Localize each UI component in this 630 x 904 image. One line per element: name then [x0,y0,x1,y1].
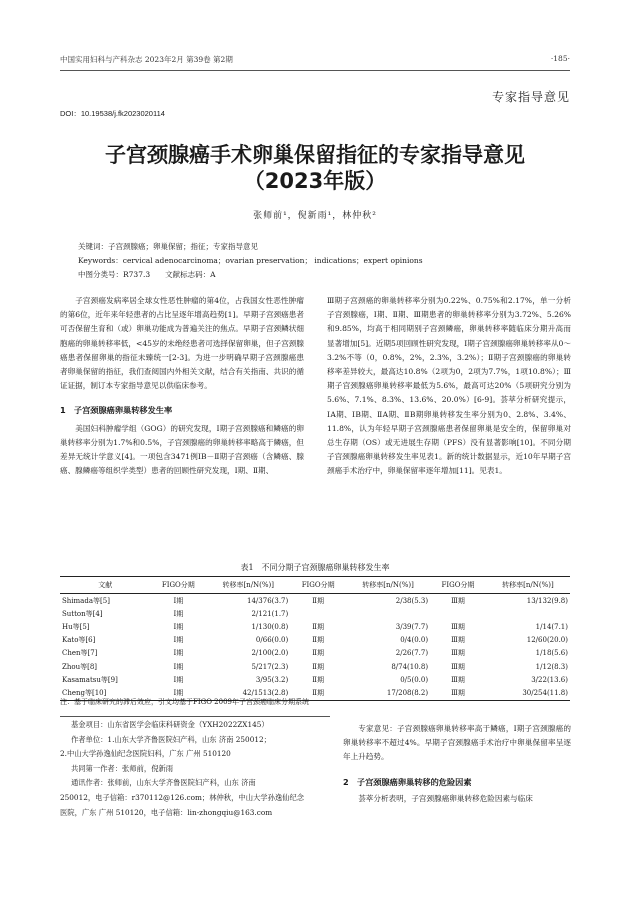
table-row [60,594,570,608]
table-cell: 30/254(11.8) [486,686,570,700]
footnotes [60,718,328,820]
table-cell: 14/376(3.7) [247,596,289,605]
table-cell: Ⅲ期 [451,649,465,658]
table-cell: 2/121(1.7) [251,609,289,618]
table-header-row [60,577,570,594]
table-cell: Ⅱ期 [312,675,325,684]
authors: 张师前¹，倪新雨¹，林仲秋² [253,211,377,221]
table-cell: Chen等[7] [62,649,98,658]
table-cell [346,607,430,620]
table-cell: Zhou等[8] [62,662,98,671]
keywords-cn: 关键词：子宫颈腺癌；卵巢保留；指征；专家指导意见 [78,242,258,251]
section-heading-1: 1 子宫颈腺癌卵巢转移发生率 [60,405,173,416]
table-cell: 1/130(0.8) [251,622,289,631]
left-column [60,294,304,478]
corr-1: 通讯作者：张师前，山东大学齐鲁医院妇产科，山东 济南 [70,778,256,788]
table-cell [486,607,570,620]
table-cell: Hu等[5] [62,622,90,631]
table-1 [60,576,570,701]
table-header-cell: FIGO分期 [290,577,346,594]
table-cell: Ⅰ期 [173,662,184,671]
footnote-rule [60,716,330,717]
table-cell: Ⅲ期 [451,662,465,671]
table-cell: Ⅲ期 [430,686,486,700]
table-cell: 1/12(8.3) [535,662,568,671]
table-cell: 5/217(2.3) [251,662,289,671]
corr-2: 250012，电子信箱：r370112@126.com；林仲秋，中山大学孙逸仙纪念 [60,792,305,802]
table-cell: 2/100(2.0) [251,649,289,658]
table-cell: 17/208(8.2) [346,686,430,700]
expert-opinion: 专家意见：子宫颈腺癌卵巢转移率高于鳞癌，Ⅰ期子宫颈腺癌的卵巢转移率不超过4%。早期子宫颈腺癌手术治疗中卵巢保留率呈逐年上升趋势。 [343,724,571,762]
table-cell: Ⅲ期 [451,675,465,684]
keywords-en: Keywords：cervical adenocarcinoma；ovarian preservation； indications；expert opinions [78,256,423,265]
table-row [60,620,570,633]
table-row [60,607,570,620]
table-cell: 2/38(5.3) [395,596,429,605]
table-cell: 13/132(9.8) [526,596,568,605]
first-author: 共同第一作者：张师前，倪新雨 [70,763,174,773]
table-header-cell: 文献 [60,577,150,594]
right-paragraph: Ⅲ期子宫颈癌的卵巢转移率分别为0.22%、0.75%和2.17%，单一分析子宫颈腺癌，Ⅰ期、Ⅱ期、Ⅲ期患者的卵巢转移率分别为3.72%、5.26%和9.85%，均高于相同期别子宫颈鳞癌，卵巢转移率随临床分期升高而显著增加[5]。近期5项回顾性研究发现，Ⅰ期子宫颈腺癌卵巢转移率从0～3.2%不等（0，0.8%，2%，2.3%，3.2%）；Ⅱ期子宫颈腺癌的卵巢转移率差异较大，最高达10.8%（2项为0，2项为7.7%，1项10.8%）；Ⅲ期子宫颈腺癌卵巢转移率最低为5.6%，最高可达20%（5项研究分别为5.6%、7.1%、8.3%、13.6%、20.0%）[6-9]。荟萃分析研究提示，ⅠA期、ⅠB期、ⅡA期、ⅡB期卵巢转移发生率分别为0、2.8%、3.4%、11.8%，认为年轻早期子宫颈腺癌患者保留卵巢是安全的，保留卵巢对总生存期（OS）或无进展生存期（PFS）没有显著影响[10]。不同分期子宫颈腺癌卵巢转移发生率见表1。新的统计数据显示，近10年早期子宫颈癌手术治疗中，卵巢保留率逐年增加[11]。见表1。 [327,296,571,476]
section2-paragraph: 荟萃分析表明，子宫颈腺癌卵巢转移危险因素与临床 [358,793,533,803]
section-tag: 专家指导意见 [491,90,570,104]
table-cell: 8/74(10.8) [391,662,429,671]
table-cell: 2/26(7.7) [395,649,429,658]
fund: 基金项目：山东省医学会临床科研资金（YXH2022ZX145） [70,720,269,729]
table-cell: 12/60(20.0) [526,636,568,645]
corr-3: 医院，广东 广州 510120，电子信箱：lin-zhongqiu@163.com [60,807,273,817]
table-cell: Ⅰ期 [173,636,184,645]
table-cell: Ⅰ期 [173,596,184,605]
table-cell: 3/39(7.7) [395,622,429,631]
journal-name: 中国实用妇科与产科杂志 2023年2月 第39卷 第2期 [60,55,233,64]
table-note: 注：基于临床研究的滞后效应，引文均基于FIGO 2009年子宫颈癌临床分期系统 [60,698,309,706]
intro-paragraph: 子宫颈癌发病率居全球女性恶性肿瘤的第4位，占我国女性恶性肿瘤的第6位，近年来年轻患者的占比呈逐年增高趋势[1]。早期子宫颈癌患者可否保留生育和（或）卵巢功能成为普遍关注的焦点。早期子宫颈鳞状细胞癌的卵巢转移率低，<45岁的未绝经患者可选择保留卵巢，但子宫颈腺癌患者保留卵巢的指征未臻统一[2-3]。为进一步明确早期子宫颈腺癌患者卵巢保留的指征，我们查阅国内外相关文献，结合有关指南、共识的循证证据，制订本专家指导意见以供临床参考。 [60,296,304,391]
table-cell: 1/18(5.6) [535,649,568,658]
table-row [60,673,570,686]
table-cell: Ⅲ期 [451,622,465,631]
table-header-cell: FIGO分期 [150,577,206,594]
running-header [60,54,570,68]
page-number: ·185· [550,54,570,63]
title-line-2: （2023年版） [243,169,387,193]
table-cell: Ⅲ期 [451,636,465,645]
table-cell: Ⅲ期 [451,596,465,605]
section1-paragraph: 美国妇科肿瘤学组（GOG）的研究发现，Ⅰ期子宫颈腺癌和鳞癌的卵巢转移率分别为1.7%和0.5%，子宫颈腺癌的卵巢转移率略高于鳞癌，但差异无统计学意义[4]。一项包含3471例ⅠB－Ⅱ期子宫颈癌（含鳞癌、腺癌、腺鳞癌等组织学类型）患者的回顾性研究发现，Ⅰ期、Ⅱ期、 [60,423,304,476]
table-cell: Kasamatsu等[9] [62,675,118,684]
table-row [60,660,570,673]
table-cell: Ⅱ期 [312,649,325,658]
unit-1: 作者单位：1.山东大学齐鲁医院妇产科，山东 济南 250012； [70,734,271,744]
table-row [60,647,570,660]
table-cell: Ⅰ期 [173,675,184,684]
table-cell: Ⅱ期 [312,622,325,631]
table-cell: Cheng等[10] [60,686,150,700]
table-cell: 3/95(3.2) [255,675,289,684]
table-header-cell: FIGO分期 [430,577,486,594]
table-cell: 0/66(0.0) [255,636,289,645]
table-cell: Ⅱ期 [312,662,325,671]
table-row [60,634,570,647]
table-cell: Sutton等[4] [62,609,103,618]
table-cell: Shimada等[5] [62,596,110,605]
table-caption: 表1 不同分期子宫颈腺癌卵巢转移发生率 [240,563,390,572]
table-cell [290,607,346,620]
table-header-cell: 转移率[n/N(%)] [346,577,430,594]
table-cell: Ⅱ期 [290,686,346,700]
table-cell: 1/14(7.1) [535,622,568,631]
article-title [0,142,630,194]
table-cell: 0/5(0.0) [400,675,429,684]
title-line-1: 子宫颈腺癌手术卵巢保留指征的专家指导意见 [105,143,525,167]
table-cell: 0/4(0.0) [400,636,429,645]
table-header-cell: 转移率[n/N(%)] [206,577,290,594]
table-cell: Ⅰ期 [150,686,206,700]
table-cell: Ⅰ期 [173,649,184,658]
table-cell: Ⅱ期 [312,596,325,605]
table-cell: Ⅱ期 [312,636,325,645]
section-heading-2: 2 子宫颈腺癌卵巢转移的危险因素 [343,776,472,787]
table-cell [430,607,486,620]
right-column [327,294,571,479]
header-rule [60,70,570,71]
doi: DOI：10.19538/j.fk2023020114 [60,109,165,118]
table-header-cell: 转移率[n/N(%)] [486,577,570,594]
table-cell: 42/1513(2.8) [206,686,290,700]
expert-block [343,722,571,806]
table-cell: Kato等[6] [62,636,96,645]
table-cell: Ⅰ期 [173,622,184,631]
table-cell: Ⅰ期 [173,609,184,618]
unit-2: 2.中山大学孙逸仙纪念医院妇科，广东 广州 510120 [60,749,231,759]
classification: 中图分类号：R737.3 文献标志码：A [78,270,216,279]
table-cell: 3/22(13.6) [531,675,568,684]
